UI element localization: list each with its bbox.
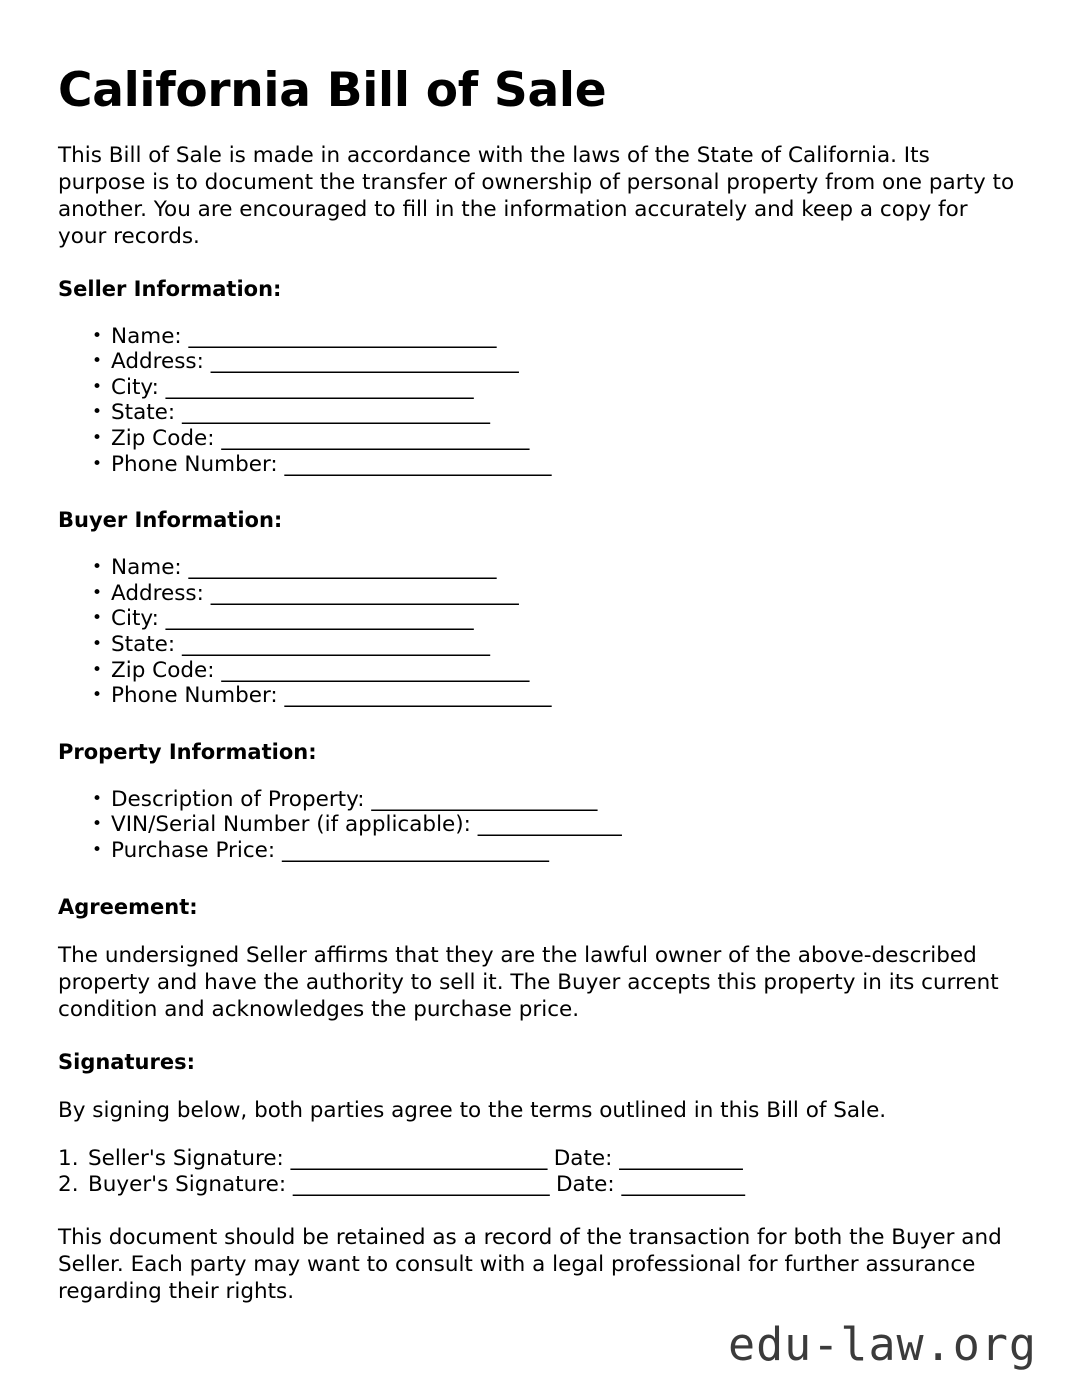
signatures-heading: Signatures: (58, 1049, 195, 1074)
signature-blank[interactable]: _________________________ (292, 1171, 550, 1197)
spacer (58, 709, 1018, 739)
property-information-heading: Property Information: (58, 739, 317, 764)
field-blank[interactable]: ______________________________ (210, 349, 519, 375)
field-label: Address: (111, 349, 211, 375)
list-item (58, 581, 1018, 607)
spacer (58, 1198, 1018, 1224)
buyer-field-list (58, 555, 1018, 709)
field-blank[interactable]: ______________________________ (188, 555, 497, 581)
field-blank[interactable]: ______________________________ (221, 426, 529, 452)
field-label: Zip Code: (111, 426, 222, 452)
date-blank[interactable]: ____________ (621, 1171, 745, 1197)
field-blank[interactable]: ______________________ (371, 786, 597, 812)
list-item (58, 452, 1018, 478)
field-label: VIN/Serial Number (if applicable): (111, 812, 478, 838)
list-item (58, 812, 1018, 838)
field-blank[interactable]: __________________________ (284, 451, 552, 477)
field-label: Name: (111, 323, 189, 349)
list-item (58, 426, 1018, 452)
field-blank[interactable]: __________________________ (282, 838, 549, 863)
list-item (58, 349, 1018, 375)
field-label: Phone Number: (111, 451, 285, 477)
signature-label: Seller's Signature: (88, 1145, 291, 1171)
signature-list (58, 1146, 1018, 1198)
list-item (58, 632, 1018, 658)
watermark: edu-law.org (727, 1318, 1037, 1371)
list-item (58, 375, 1018, 401)
field-blank[interactable]: ______________________________ (188, 323, 497, 349)
spacer (58, 477, 1018, 507)
date-label: Date: (549, 1171, 622, 1197)
list-item (58, 555, 1018, 581)
field-blank[interactable]: ______________________________ (182, 632, 490, 658)
field-label: State: (111, 400, 182, 426)
spacer (58, 302, 1018, 324)
field-label: City: (111, 606, 166, 632)
date-label: Date: (546, 1145, 620, 1171)
buyer-information-heading: Buyer Information: (58, 508, 283, 533)
signature-blank[interactable]: _________________________ (290, 1145, 547, 1171)
list-item (58, 683, 1018, 709)
list-item (58, 1146, 1018, 1172)
field-label: Address: (111, 580, 211, 606)
spacer (58, 1023, 1018, 1049)
property-field-list (58, 787, 1018, 864)
seller-field-list (58, 324, 1018, 478)
field-blank[interactable]: ______________________________ (165, 374, 474, 400)
document-content (58, 0, 1018, 1305)
field-label: Name: (111, 555, 189, 581)
field-blank[interactable]: ______________________________ (165, 606, 474, 632)
list-item (58, 787, 1018, 813)
spacer (58, 250, 1018, 276)
field-blank[interactable]: __________________________ (284, 683, 552, 709)
intro-paragraph: This Bill of Sale is made in accordance with the laws of the State of California. Its purpose is to document the transfer of ownership of personal property from one party to another. You are encouraged to fill in the information accurately and keep a copy for your records. (58, 142, 1015, 249)
list-item (58, 838, 1018, 864)
spacer (58, 117, 1018, 142)
spacer (58, 1075, 1018, 1097)
field-label: Description of Property: (111, 786, 372, 812)
spacer (58, 765, 1018, 787)
list-item (58, 400, 1018, 426)
seller-information-heading: Seller Information: (58, 276, 282, 301)
field-label: State: (111, 632, 182, 658)
field-label: Purchase Price: (111, 838, 282, 863)
agreement-heading: Agreement: (58, 894, 198, 919)
spacer (58, 533, 1018, 555)
field-blank[interactable]: ______________________________ (221, 657, 529, 683)
field-blank[interactable]: ______________________________ (182, 400, 490, 426)
field-blank[interactable]: ______________________________ (210, 580, 519, 606)
field-blank[interactable]: ______________ (477, 812, 622, 838)
field-label: Phone Number: (111, 683, 285, 709)
list-item (58, 658, 1018, 684)
list-item (58, 324, 1018, 350)
spacer (58, 864, 1018, 894)
list-item (58, 606, 1018, 632)
signatures-intro-paragraph: By signing below, both parties agree to the terms outlined in this Bill of Sale. (58, 1097, 887, 1123)
date-blank[interactable]: ____________ (619, 1145, 743, 1171)
field-label: Zip Code: (111, 657, 222, 683)
page-title: California Bill of Sale (58, 63, 607, 118)
signature-label: Buyer's Signature: (88, 1171, 293, 1197)
spacer (58, 920, 1018, 942)
closing-paragraph: This document should be retained as a record of the transaction for both the Buyer and Seller. Each party may want to consult with a legal professional for further assurance regarding their rights. (58, 1224, 1002, 1304)
agreement-paragraph: The undersigned Seller affirms that they are the lawful owner of the above-described property and have the authority to sell it. The Buyer accepts this property in its current condition and acknowledges the purchase price. (58, 942, 999, 1022)
spacer (58, 1124, 1018, 1146)
list-item (58, 1172, 1018, 1198)
field-label: City: (111, 374, 166, 400)
